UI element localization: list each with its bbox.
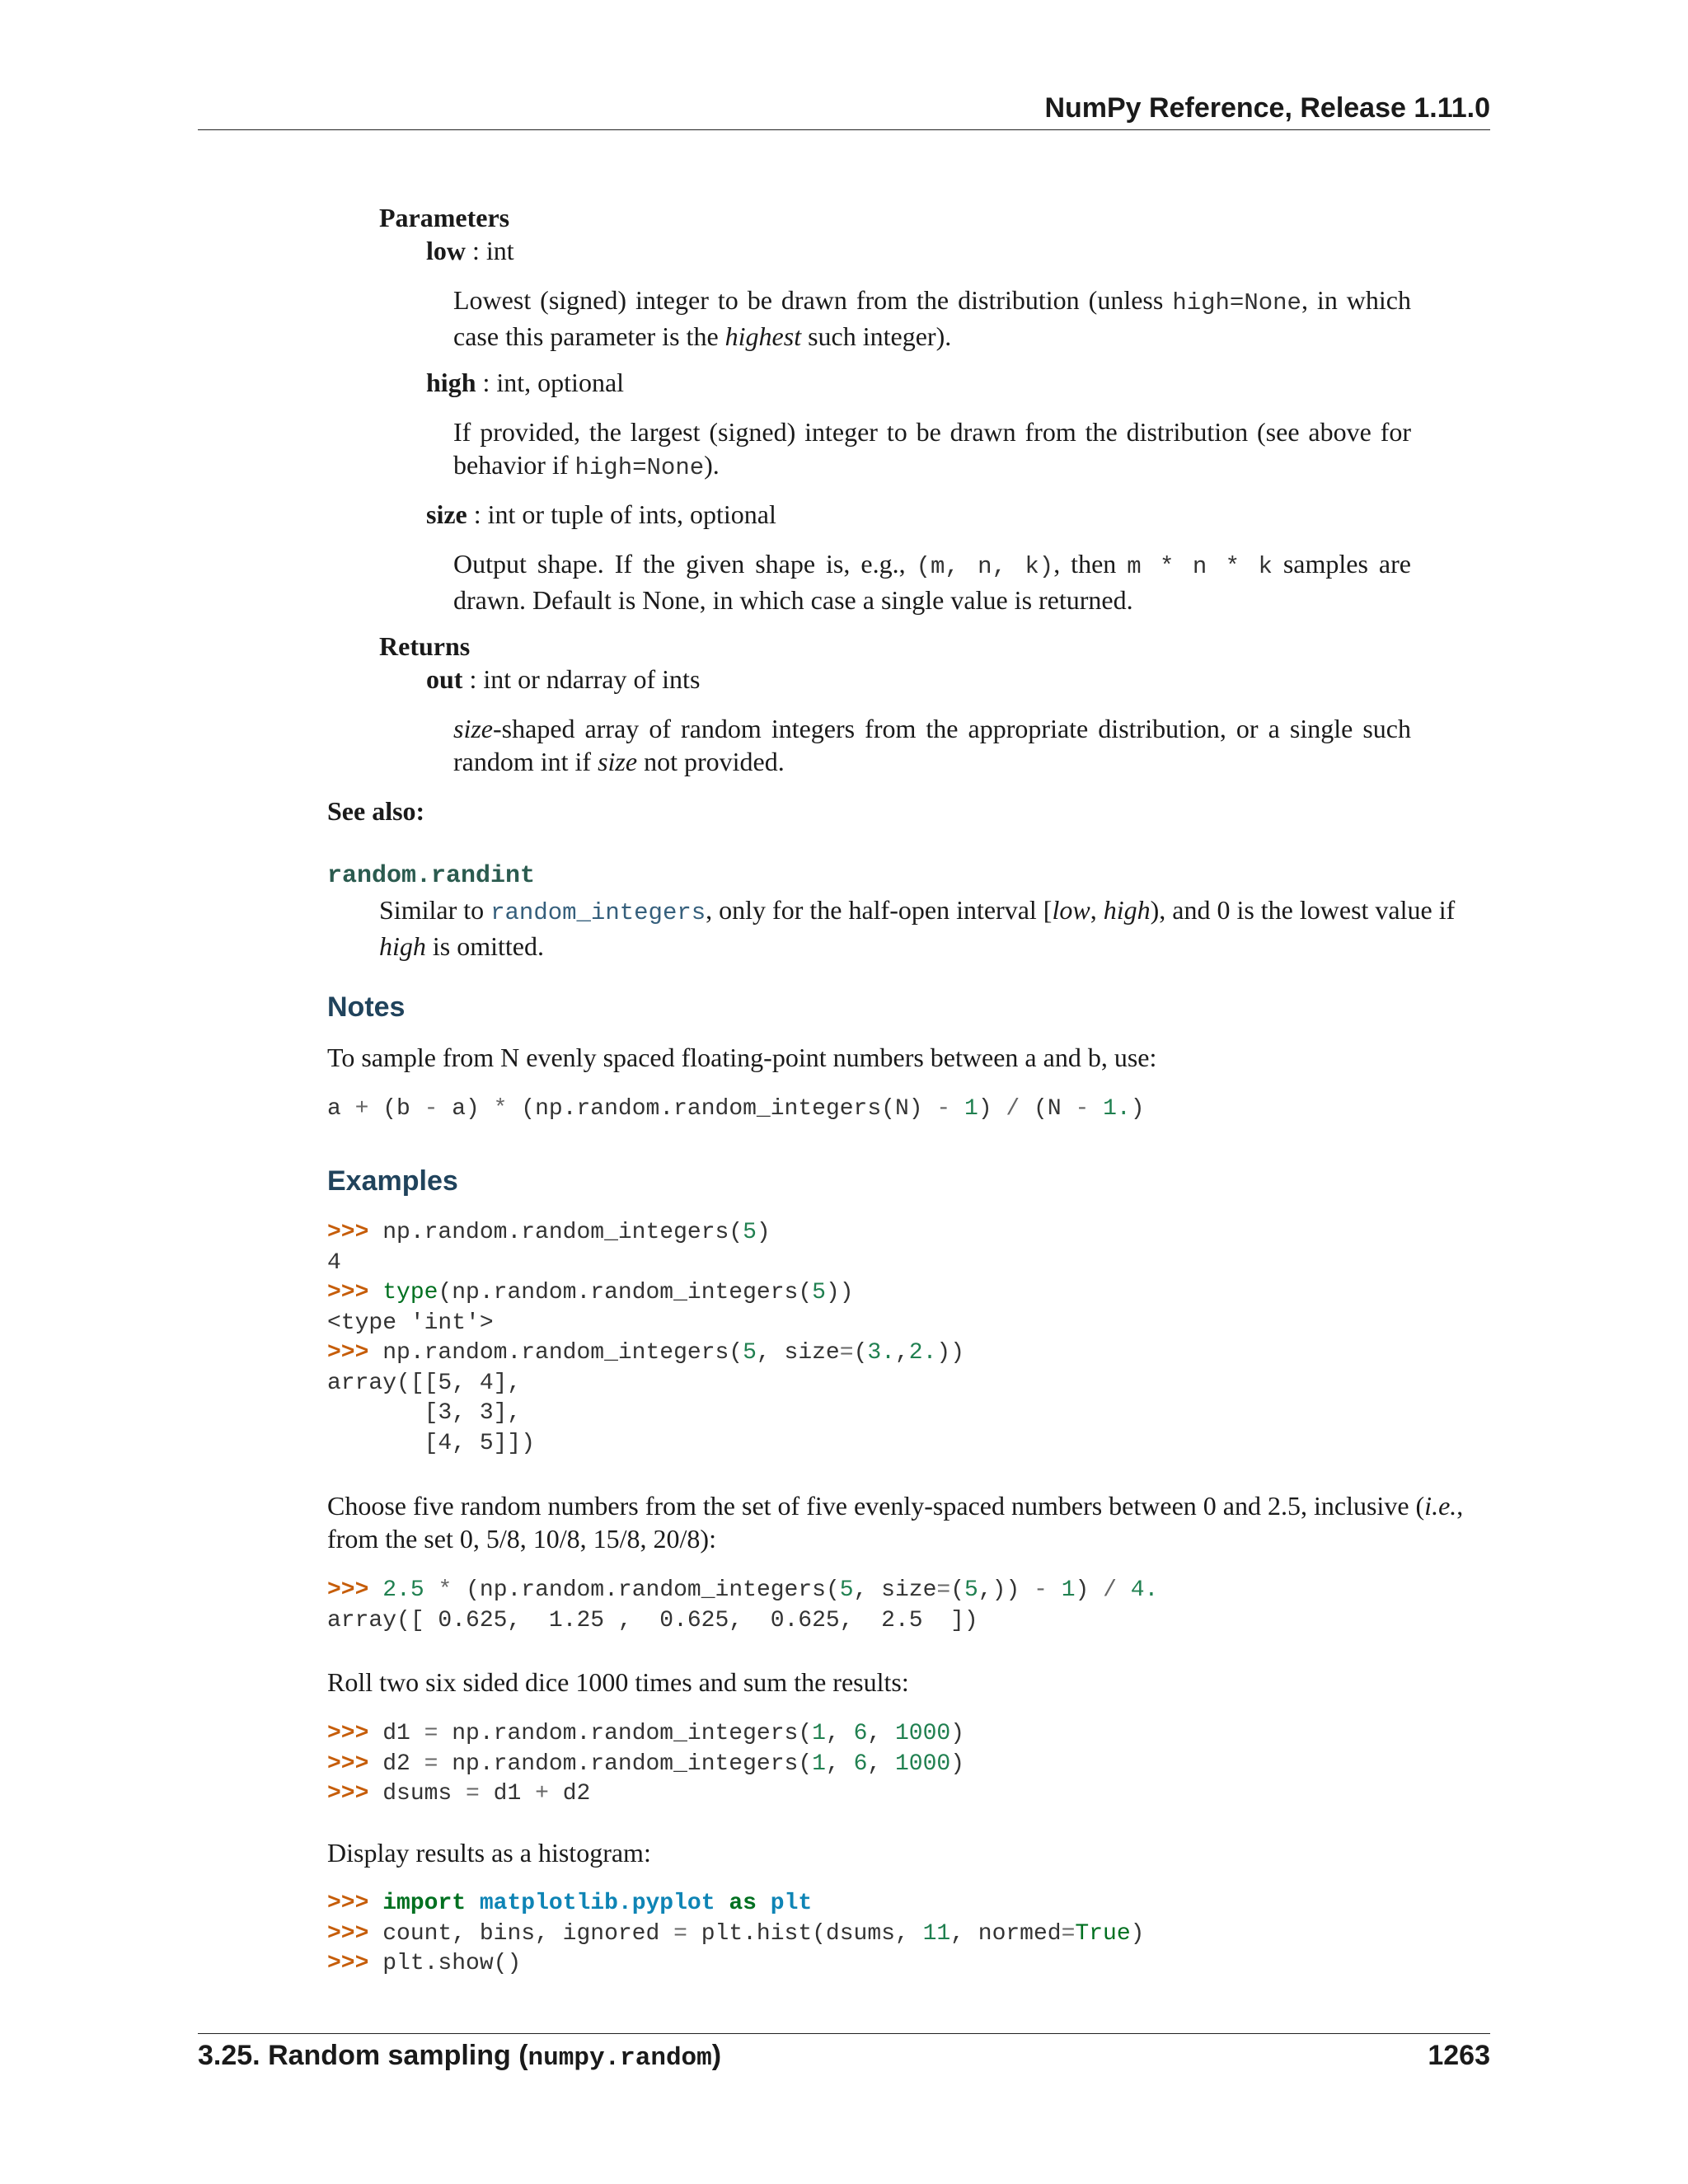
param-high-description: If provided, the largest (signed) integer to be drawn from the distribution (see above for behavior if high=None). [453, 417, 1411, 481]
param-size-description: Output shape. If the given shape is, e.g., (m, n, k), then m * n * k samples are drawn. Default is None, in which case a single value is returned. [453, 549, 1411, 615]
footer-page-number: 1263 [1428, 2040, 1490, 2071]
header-rule [198, 129, 1490, 130]
see-also-description: Similar to random_integers, only for the half-open interval [low, high), and 0 is the lowest value if high is omitted. [379, 895, 1456, 961]
roll-dice-text: Roll two six sided dice 1000 times and sum the results: [327, 1667, 909, 1697]
param-high-type: : int, optional [476, 368, 625, 397]
param-high-signature [426, 366, 624, 399]
return-out-name: out [426, 664, 463, 694]
return-out-signature [426, 663, 700, 696]
notes-heading: Notes [327, 991, 406, 1023]
examples-code-block-3: >>> d1 = np.random.random_integers(1, 6, 1000) >>> d2 = np.random.random_integers(1, 6, 1000) >>> dsums = d1 + d2 [327, 1721, 965, 1807]
notes-text: To sample from N evenly spaced floating-point numbers between a and b, use: [327, 1043, 1157, 1072]
return-out-description: size-shaped array of random integers from the appropriate distribution, or a single such random int if size not provided. [453, 714, 1411, 776]
param-low-name: low [426, 236, 466, 265]
param-low-signature [426, 234, 514, 267]
footer-rule [198, 2033, 1490, 2034]
param-size-type: : int or tuple of ints, optional [467, 499, 776, 529]
param-high-name: high [426, 368, 476, 397]
see-also-randint-link[interactable]: random.randint [327, 862, 536, 890]
random-integers-link[interactable]: random_integers [490, 899, 706, 926]
notes-formula-code: a + (b - a) * (np.random.random_integers(N) - 1) / (N - 1.) [327, 1096, 1145, 1122]
examples-code-block-1: >>> np.random.random_integers(5) 4 >>> type(np.random.random_integers(5)) <type 'int'> >>> np.random.random_integers(5, size=(3.,2.)) array([[5, 4], [3, 3], [4, 5]]) [327, 1220, 965, 1456]
param-size-name: size [426, 499, 467, 529]
choose-five-text: Choose five random numbers from the set of five evenly-spaced numbers between 0 and 2.5, inclusive (i.e., from the set 0, 5/8, 10/8, 15/8, 20/8): [327, 1491, 1464, 1554]
display-histogram-text: Display results as a histogram: [327, 1838, 651, 1868]
param-size-signature [426, 498, 776, 531]
see-also-label: See also: [327, 796, 425, 826]
parameters-label: Parameters [379, 203, 510, 232]
examples-code-block-4: >>> import matplotlib.pyplot as plt >>> count, bins, ignored = plt.hist(dsums, 11, normed=True) >>> plt.show() [327, 1891, 1145, 1976]
footer-section-title: 3.25. Random sampling (numpy.random) [198, 2040, 722, 2073]
returns-label: Returns [379, 631, 471, 661]
return-out-type: : int or ndarray of ints [462, 664, 701, 694]
running-header-title: NumPy Reference, Release 1.11.0 [1044, 92, 1490, 124]
param-low-type: : int [466, 236, 514, 265]
examples-code-block-2: >>> 2.5 * (np.random.random_integers(5, size=(5,)) - 1) / 4. array([ 0.625, 1.25 , 0.625, 0.625, 2.5 ]) [327, 1577, 1159, 1633]
param-low-description: Lowest (signed) integer to be drawn from the distribution (unless high=None, in which case this parameter is the highest such integer). [453, 285, 1412, 351]
examples-heading: Examples [327, 1165, 458, 1197]
